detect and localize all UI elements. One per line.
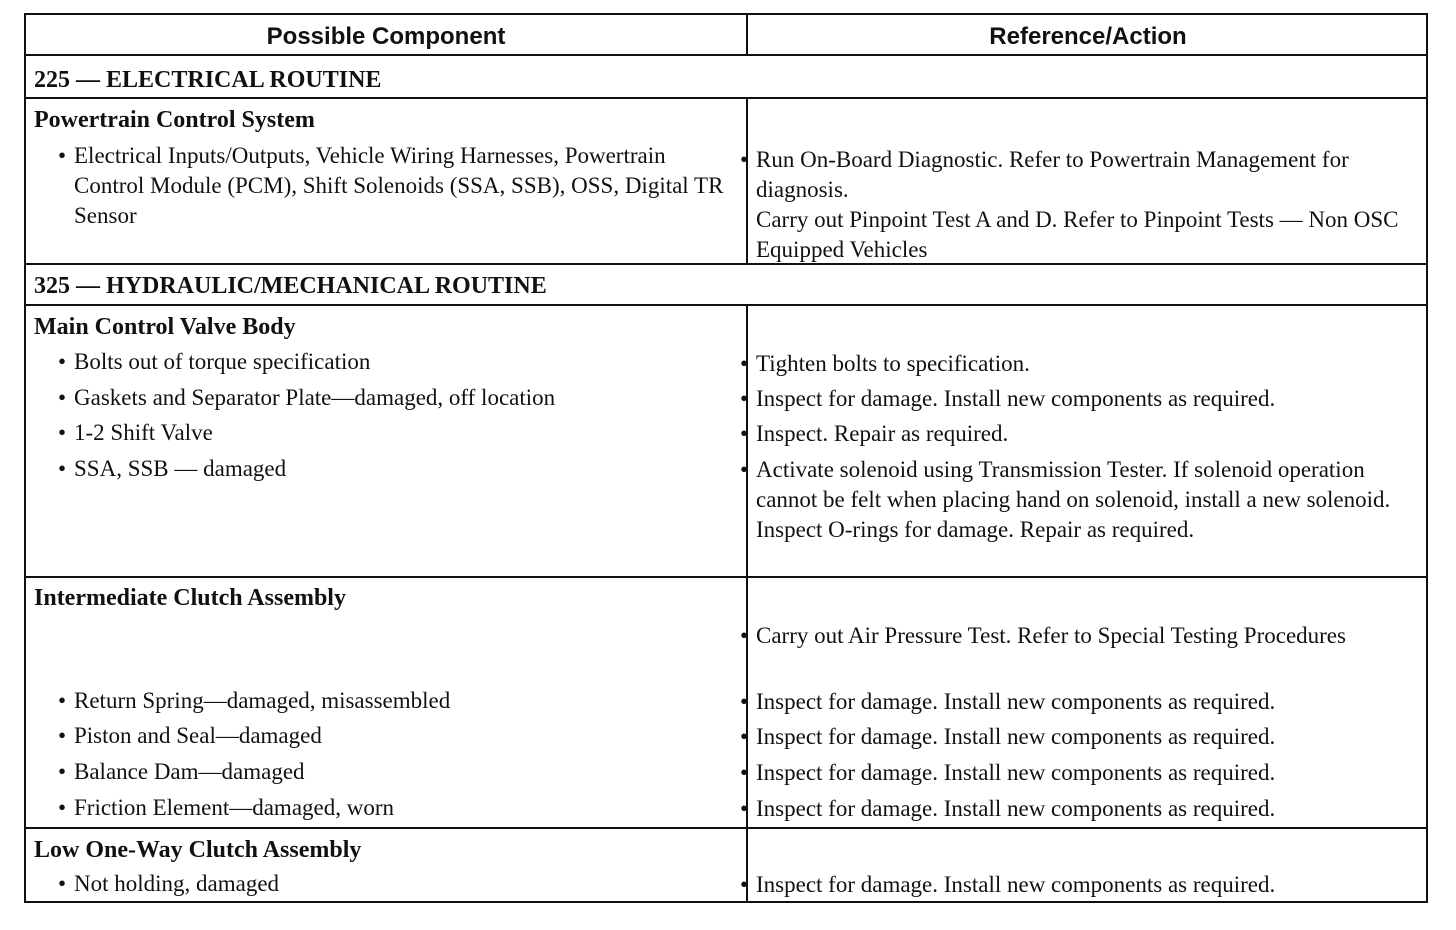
list-item: • 1-2 Shift Valve	[74, 418, 734, 448]
action-text: Run On-Board Diagnostic. Refer to Powertrain Management for diagnosis.	[756, 147, 1349, 202]
list-item: • Not holding, damaged	[74, 869, 734, 899]
list-item: • SSA, SSB — damaged	[74, 454, 734, 484]
component-text: 1-2 Shift Valve	[74, 420, 213, 445]
component-text: Balance Dam—damaged	[74, 759, 305, 784]
list-item: • Inspect for damage. Install new components as required.	[756, 384, 1416, 414]
group-title: Low One-Way Clutch Assembly	[34, 837, 362, 863]
action-text: Activate solenoid using Transmission Tester. If solenoid operation cannot be felt when placing hand on solenoid, install a new solenoid. Inspect O-rings for damage. Repair as required.	[756, 457, 1391, 542]
group-divider	[26, 827, 1426, 829]
list-item: • Electrical Inputs/Outputs, Vehicle Wiring Harnesses, Powertrain Control Module (PCM), Shift Solenoids (SSA, SSB), OSS, Digital TR Sensor	[74, 141, 734, 231]
action-text: Inspect for damage. Install new components as required.	[756, 796, 1276, 821]
component-text: Electrical Inputs/Outputs, Vehicle Wiring Harnesses, Powertrain Control Module (PCM), Shift Solenoids (SSA, SSB), OSS, Digital TR Sensor	[74, 143, 724, 228]
section-divider	[26, 97, 1426, 99]
list-item: • Inspect for damage. Install new components as required.	[756, 870, 1416, 900]
action-text: Inspect for damage. Install new components as required.	[756, 386, 1276, 411]
action-text: Inspect for damage. Install new components as required.	[756, 872, 1276, 897]
action-text: Carry out Pinpoint Test A and D. Refer to Pinpoint Tests — Non OSC Equipped Vehicles	[756, 207, 1399, 262]
list-item: • Inspect for damage. Install new components as required.	[756, 722, 1416, 752]
list-item: • Inspect. Repair as required.	[756, 419, 1416, 449]
component-text: SSA, SSB — damaged	[74, 456, 287, 481]
component-text: Bolts out of torque specification	[74, 349, 371, 374]
action-text: Inspect for damage. Install new components as required.	[756, 760, 1276, 785]
list-item: • Activate solenoid using Transmission Tester. If solenoid operation cannot be felt when placing hand on solenoid, install a new solenoid. Inspect O-rings for damage. Repair as required.	[756, 455, 1416, 545]
group-title: Main Control Valve Body	[34, 314, 296, 340]
list-item: • Gaskets and Separator Plate—damaged, off location	[74, 383, 734, 413]
section-divider	[26, 304, 1426, 306]
action-text: Inspect for damage. Install new components as required.	[756, 724, 1276, 749]
list-item: • Piston and Seal—damaged	[74, 721, 734, 751]
diagnosis-table	[24, 13, 1428, 903]
list-item: • Tighten bolts to specification.	[756, 349, 1416, 379]
section-title: 225 — ELECTRICAL ROUTINE	[34, 67, 382, 93]
column-header-component: Possible Component	[266, 23, 506, 50]
list-item: • Inspect for damage. Install new components as required.	[756, 794, 1416, 824]
component-text: Friction Element—damaged, worn	[74, 795, 395, 820]
list-item: • Inspect for damage. Install new components as required.	[756, 687, 1416, 717]
group-divider	[26, 576, 1426, 578]
component-text: Return Spring—damaged, misassembled	[74, 688, 451, 713]
column-header-action: Reference/Action	[989, 23, 1187, 50]
list-item: • Inspect for damage. Install new components as required.	[756, 758, 1416, 788]
section-title: 325 — HYDRAULIC/MECHANICAL ROUTINE	[34, 273, 547, 299]
action-text: Inspect for damage. Install new components as required.	[756, 689, 1276, 714]
column-divider	[746, 97, 748, 265]
list-item: • Balance Dam—damaged	[74, 757, 734, 787]
action-text: Inspect. Repair as required.	[756, 421, 1009, 446]
component-text: Not holding, damaged	[74, 871, 280, 896]
component-text: Piston and Seal—damaged	[74, 723, 322, 748]
action-text: Carry out Air Pressure Test. Refer to Special Testing Procedures	[756, 623, 1346, 648]
group-title: Intermediate Clutch Assembly	[34, 585, 346, 611]
list-item: • Bolts out of torque specification	[74, 347, 734, 377]
list-item: • Friction Element—damaged, worn	[74, 793, 734, 823]
list-item: • Run On-Board Diagnostic. Refer to Powertrain Management for diagnosis. Carry out Pinpoint Test A and D. Refer to Pinpoint Tests — Non OSC Equipped Vehicles	[756, 145, 1416, 265]
group-title: Powertrain Control System	[34, 107, 315, 133]
list-item: • Carry out Air Pressure Test. Refer to Special Testing Procedures	[756, 621, 1416, 651]
component-text: Gaskets and Separator Plate—damaged, off location	[74, 385, 556, 410]
list-item: • Return Spring—damaged, misassembled	[74, 686, 734, 716]
action-text: Tighten bolts to specification.	[756, 351, 1030, 376]
